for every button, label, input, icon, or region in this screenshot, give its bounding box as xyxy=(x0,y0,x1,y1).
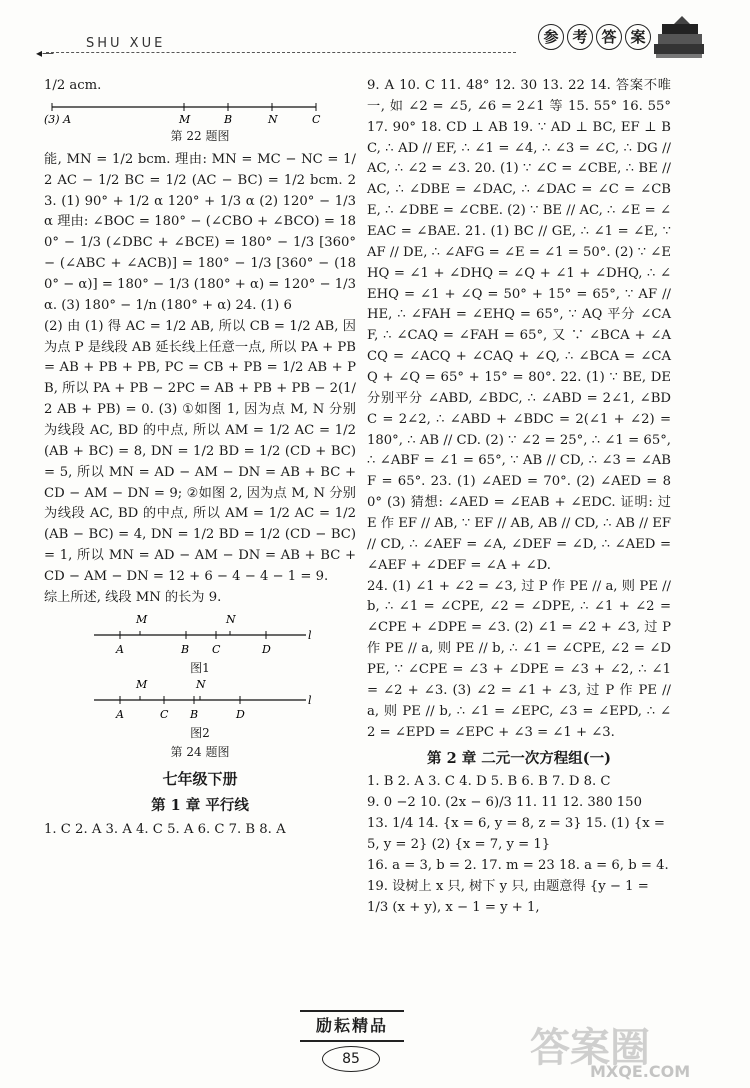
point-label: M xyxy=(136,612,148,626)
point-label: C xyxy=(312,112,321,126)
point-label: C xyxy=(160,707,169,721)
left-column xyxy=(44,76,356,841)
header-arrow-icon: ◂— xyxy=(36,46,55,60)
answer-text: 1. B 2. A 3. C 4. D 5. B 6. B 7. D 8. C xyxy=(367,774,611,790)
figure-22-line xyxy=(44,101,344,127)
answer-text: 16. a = 3, b = 2. 17. m = 23 18. a = 6, b = 4. xyxy=(367,857,669,873)
figure-caption: 第 24 题图 xyxy=(170,744,230,759)
point-label: B xyxy=(190,707,199,721)
figure-24 xyxy=(44,613,356,762)
header-subject: SHU XUE xyxy=(86,36,166,51)
header-rule xyxy=(46,52,516,53)
answer-text: 1/2 acm. xyxy=(44,78,102,93)
answer-text: 1. C 2. A 3. A 4. C 5. A 6. C 7. B 8. A xyxy=(44,822,286,838)
answer-text: 9. 0 −2 10. (2x − 6)/3 11. 11 12. 380 150 xyxy=(367,795,642,811)
chapter-title: 第 1 章 平行线 xyxy=(151,797,249,815)
answer-text: 综上所述, 线段 MN 的长为 9. xyxy=(44,589,222,605)
header-title xyxy=(538,24,651,50)
point-label: D xyxy=(262,642,271,656)
books-icon xyxy=(650,14,710,66)
chapter-title: 第 2 章 二元一次方程组(一) xyxy=(427,749,611,767)
point-label: B xyxy=(181,642,190,656)
header-char: 答 xyxy=(596,24,622,50)
figure-caption: 图2 xyxy=(190,725,210,740)
point-label: (3) A xyxy=(44,112,72,126)
point-label: l xyxy=(308,693,312,707)
point-label: M xyxy=(136,677,148,691)
figure-caption: 图1 xyxy=(190,660,210,675)
watermark-url: MXQE.COM xyxy=(590,1062,691,1081)
point-label: B xyxy=(224,112,233,126)
answer-text: (2) 由 (1) 得 AC = 1/2 AB, 所以 CB = 1/2 AB, 因为点 P 是线段 AB 延长线上任意一点, 所以 PA + PB = AB + PB + PB, PC = CB + PB = 1/2 AB + PB, 所以 PA + PB − 2PC = AB + PB + PB − 2(1/2 AB + PB) = 0. (3) ①如图 1, 因为点 M, N 分别为线段 AC, BD 的中点, 所以 AM = 1/2 AC = 1/2 (AB + BC) = 8, DN = 1/2 BD = 1/2 (CD + BC) = 5, 所以 MN = AD − AM − DN = AB + BC + CD − AM − DN = 9; ②如图 2, 因为点 M, N 分别为线段 AC, BD 的中点, 所以 AM = 1/2 AC = 1/2 (AB − BC) = 4, DN = 1/2 BD = 1/2 (CD − BC) = 1, 所以 MN = AD − AM − DN = AB + BC + CD − AM − DN = 12 + 6 − 4 − 4 − 1 = 9. xyxy=(44,318,356,584)
publisher-badge: 励耘精品 xyxy=(300,1010,404,1042)
right-column xyxy=(367,76,671,918)
figure-22 xyxy=(44,101,356,146)
point-label: C xyxy=(212,642,221,656)
point-label: N xyxy=(268,112,278,126)
point-label: M xyxy=(179,112,191,126)
point-label: l xyxy=(308,628,312,642)
header-char: 案 xyxy=(625,24,651,50)
answer-text: 13. 1/4 14. {x = 6, y = 8, z = 3} 15. (1) {x = 5, y = 2} (2) {x = 7, y = 1} xyxy=(367,816,665,852)
page-number: 85 xyxy=(322,1046,380,1072)
answer-text: 9. A 10. C 11. 48° 12. 30 13. 22 14. 答案不唯一, 如 ∠2 = ∠5, ∠6 = 2∠1 等 15. 55° 16. 55° 17. 90° 18. CD ⊥ AB 19. ∵ AD ⊥ BC, EF ⊥ BC, ∴ AD // EF, ∴ ∠1 = ∠4, ∴ ∠3 = ∠C, ∴ DG // AC, ∴ ∠2 = ∠3. 20. (1) ∵ ∠C = ∠CBE, ∴ BE // AC, ∴ ∠DBE = ∠DAC, ∴ ∠DAC = ∠C = ∠CBE, ∴ ∠DBE = ∠CBE. (2) ∵ BE // AC, ∴ ∠E = ∠EAC = ∠BAE. 21. (1) BC // GE, ∴ ∠1 = ∠E, ∵ AF // DE, ∴ ∠AFG = ∠E = ∠1 = 50°. (2) ∵ ∠EHQ = ∠1 + ∠DHQ = ∠Q + ∠1 + ∠DHQ, ∴ ∠EHQ = ∠1 + ∠Q = 50° + 15° = 65°, ∵ AF // HE, ∴ ∠FAH = ∠EHQ = 65°, ∵ AQ 平分 ∠CAF, ∴ ∠CAQ = ∠FAH = 65°, 又 ∵ ∠BCA + ∠ACQ = ∠ACQ + ∠CAQ + ∠Q, ∴ ∠BCA = ∠CAQ + ∠Q = 65° + 15° = 80°. 22. (1) ∵ BE, DE 分别平分 ∠ABD, ∠BDC, ∴ ∠ABD = 2∠1, ∠BDC = 2∠2, ∴ ∠ABD + ∠BDC = 2(∠1 + ∠2) = 180°, ∴ AB // CD. (2) ∵ ∠2 = 25°, ∴ ∠1 = 65°, ∴ ∠ABF = ∠1 = 65°, ∵ AB // CD, ∴ ∠3 = ∠ABF = 65°. 23. (1) ∠AED = 70°. (2) ∠AED = 80° (3) 猜想: ∠AED = ∠EAB + ∠EDC. 证明: 过 E 作 EF // AB, ∵ EF // AB, AB // CD, ∴ AB // EF // CD, ∴ ∠AEF = ∠A, ∠DEF = ∠D, ∴ ∠AED = ∠AEF + ∠DEF = ∠A + ∠D. xyxy=(367,78,671,573)
point-label: A xyxy=(116,707,124,721)
watermark-logo: 答案圈 xyxy=(530,1025,650,1071)
figure-caption: 第 22 题图 xyxy=(170,128,230,143)
answer-text: 24. (1) ∠1 + ∠2 = ∠3, 过 P 作 PE // a, 则 PE // b, ∴ ∠1 = ∠CPE, ∠2 = ∠DPE, ∴ ∠1 + ∠2 = ∠CPE + ∠DPE = ∠3. (2) ∠1 = ∠2 + ∠3, 过 P 作 PE // a, 则 PE // b, ∴ ∠1 = ∠CPE, ∠2 = ∠DPE, ∵ ∠CPE = ∠3 + ∠DPE = ∠3 + ∠2, ∴ ∠1 = ∠2 + ∠3. (3) ∠2 = ∠1 + ∠3, 过 P 作 PE // a, 则 PE // b, ∴ ∠1 = ∠EPC, ∠3 = ∠EPD, ∴ ∠2 = ∠EPD = ∠EPC + ∠3 = ∠1 + ∠3. xyxy=(367,578,671,740)
header-char: 参 xyxy=(538,24,564,50)
answer-text: 能, MN = 1/2 bcm. 理由: MN = MC − NC = 1/2 AC − 1/2 BC = 1/2 (AC − BC) = 1/2 bcm. 23. (1) 90° + 1/2 α 120° + 1/3 α (2) 120° − 1/3 α 理由: ∠BOC = 180° − (∠CBO + ∠BCO) = 180° − 1/3 (∠DBC + ∠BCE) = 180° − 1/3 [360° − (∠ABC + ∠ACB)] = 180° − 1/3 [360° − (180° − α)] = 180° − 1/3 (180° + α) = 120° − 1/3 α. (3) 180° − 1/n (180° + α) 24. (1) 6 xyxy=(44,151,356,313)
point-label: A xyxy=(116,642,124,656)
point-label: N xyxy=(226,612,236,626)
figure-24-1 xyxy=(44,613,344,659)
answer-text: 19. 设树上 x 只, 树下 y 只, 由题意得 {y − 1 = 1/3 (x + y), x − 1 = y + 1, xyxy=(367,878,649,915)
point-label: D xyxy=(236,707,245,721)
point-label: N xyxy=(196,677,206,691)
figure-24-2 xyxy=(44,678,344,724)
section-title: 七年级下册 xyxy=(162,769,238,788)
header-char: 考 xyxy=(567,24,593,50)
